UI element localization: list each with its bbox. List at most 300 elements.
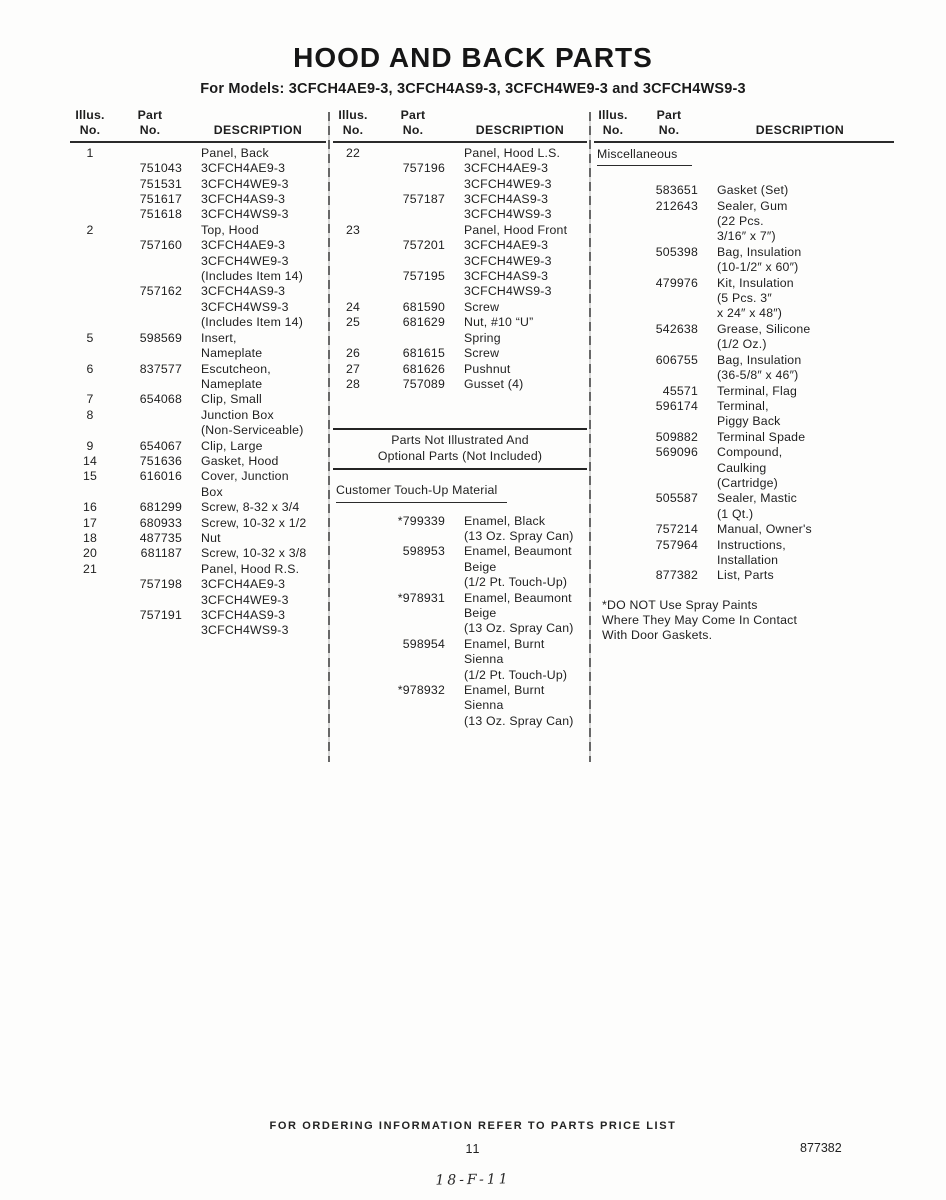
table-row [70,469,326,484]
part-no [116,408,184,423]
table-row [333,177,587,192]
part-no: 487735 [139,530,182,545]
part-description: Nameplate [201,346,263,361]
table-row [70,485,326,500]
illus-no [70,377,110,392]
illus-no: 17 [82,515,98,530]
part-no [638,291,700,306]
table-row [333,714,587,729]
part-description: Escutcheon, [201,361,271,376]
part-description: Gusset (4) [464,376,524,391]
illus-no [594,430,632,445]
table-row [70,546,326,561]
illus-no: 2 [86,222,94,237]
part-no [379,529,447,544]
table-row [70,623,326,638]
part-description: Enamel, Beaumont [464,590,572,605]
part-no [116,223,184,238]
table-row [594,183,894,198]
part-description: (13 Oz. Spray Can) [464,713,574,728]
part-description: (Includes Item 14) [201,315,304,330]
table-row [70,300,326,315]
part-description: x 24″ x 48″) [717,306,783,321]
part-description: Beige [464,559,497,574]
illus-no [70,577,110,592]
part-no [638,476,700,491]
part-no [116,623,184,638]
illus-no [333,514,373,529]
part-description: Piggy Back [717,414,781,429]
part-no: 583651 [655,183,698,198]
part-no: 479976 [655,275,698,290]
part-no [638,368,700,383]
illus-no: 1 [86,145,94,160]
ordering-note: FOR ORDERING INFORMATION REFER TO PARTS PRICE LIST [269,1120,677,1132]
table-row [333,223,587,238]
part-description: 3CFCH4AS9-3 [201,284,286,299]
illus-no: 14 [82,453,98,468]
part-no-header: Part No. [400,108,426,138]
part-no [379,254,447,269]
table-row [594,229,894,244]
part-description: (36-5/8″ x 46″) [717,368,799,383]
part-no: 681299 [139,500,182,515]
part-no: 616016 [139,469,182,484]
table-row [594,399,894,414]
table-row [70,223,326,238]
table-row [70,593,326,608]
part-description: List, Parts [717,568,774,583]
table-row [70,454,326,469]
part-no [638,229,700,244]
parts-column-middle [333,108,587,729]
part-description: Gasket, Hood [201,453,279,468]
table-row [333,544,587,559]
illus-no: 8 [86,407,94,422]
illus-no [594,461,632,476]
description-header: DESCRIPTION [475,123,565,138]
description-header: DESCRIPTION [755,123,845,138]
part-description: (Includes Item 14) [201,269,304,284]
illus-no [594,291,632,306]
illus-no [594,337,632,352]
part-description: (13 Oz. Spray Can) [464,621,574,636]
illus-no [70,238,110,253]
table-row [70,161,326,176]
table-row [594,245,894,260]
part-no: *799339 [397,513,445,528]
part-no: *978932 [397,683,445,697]
illus-no [333,668,373,683]
part-description: (Cartridge) [717,475,778,490]
part-description: (1/2 Pt. Touch-Up) [464,667,568,682]
part-no [116,300,184,315]
part-no: 681615 [402,346,445,361]
part-no [116,423,184,438]
part-no: 837577 [139,361,182,376]
part-description: 3CFCH4AE9-3 [201,161,286,176]
illus-no [594,384,632,399]
table-row [333,621,587,636]
part-no: 606755 [655,352,698,367]
part-description: 3CFCH4WS9-3 [201,207,289,222]
part-no: 681629 [402,315,445,330]
part-no [116,269,184,284]
part-no: 212643 [655,198,698,213]
illus-no: 21 [82,561,98,576]
illus-no: 7 [86,392,94,407]
part-no: 757964 [655,537,698,552]
part-no: 509882 [655,429,698,444]
part-no: *978931 [397,590,445,605]
part-no [379,207,447,222]
part-no [638,461,700,476]
illus-no: 28 [345,376,361,391]
part-description: (1/2 Oz.) [717,337,767,352]
table-row [333,146,587,161]
table-row [70,516,326,531]
illus-no [333,254,373,269]
part-description: Sealer, Gum [717,198,788,213]
part-no: 569096 [655,445,698,460]
illus-no [594,553,632,568]
illus-no: 15 [82,469,98,484]
part-no: 45571 [662,383,698,398]
part-no: 751618 [139,207,182,222]
table-row [70,531,326,546]
table-row [333,637,587,652]
part-no: 757162 [139,284,182,299]
touchup-section-heading: Customer Touch-Up Material [336,483,507,502]
illus-no [594,399,632,414]
part-description: Clip, Small [201,392,262,407]
illus-no: 24 [345,299,361,314]
table-row [70,439,326,454]
illus-no: 16 [82,500,98,515]
part-no: 757214 [655,522,698,537]
part-description: 3CFCH4WS9-3 [201,623,289,638]
part-description: Panel, Hood R.S. [201,561,300,576]
illus-no [333,575,373,590]
part-no: 654068 [139,392,182,407]
illus-no [594,322,632,337]
illus-no [333,177,373,192]
part-no [116,254,184,269]
part-description: Terminal, [717,398,769,413]
illus-no [594,276,632,291]
part-no: 751636 [139,453,182,468]
illus-no [70,423,110,438]
part-no [638,260,700,275]
part-description: Sealer, Mastic [717,491,798,506]
illus-no [333,544,373,559]
part-description: Enamel, Beaumont [464,544,572,559]
part-description: Enamel, Black [464,513,546,528]
illus-no-header: Illus. No. [75,108,105,138]
table-row [333,683,587,698]
part-no: 757089 [402,376,445,391]
table-row [70,269,326,284]
table-row [333,606,587,621]
part-no: 598953 [402,544,445,559]
table-row [594,522,894,537]
illus-no [333,621,373,636]
table-row [594,461,894,476]
table-row [333,560,587,575]
part-description: (5 Pcs. 3″ [717,291,772,306]
illus-no [70,177,110,192]
part-description: (Non-Serviceable) [201,423,304,438]
part-description: Screw, 10-32 x 1/2 [201,515,307,530]
illus-no [333,683,373,698]
part-no [379,177,447,192]
not-illustrated-box [333,428,587,470]
table-row [333,238,587,253]
parts-column-left [70,108,326,639]
not-illustrated-line: Parts Not Illustrated And [391,433,529,448]
part-description: Enamel, Burnt [464,683,545,697]
illus-no [594,491,632,506]
table-row [70,562,326,577]
part-description: Grease, Silicone [717,321,811,336]
part-description: (22 Pcs. [717,214,764,229]
illus-no [333,652,373,667]
part-description: Kit, Insulation [717,275,794,290]
table-row [594,291,894,306]
table-row [70,362,326,377]
table-row [594,214,894,229]
part-no [379,575,447,590]
part-description: Sienna [464,698,504,713]
illus-no [333,560,373,575]
part-description: 3CFCH4AS9-3 [464,269,549,284]
part-no [116,377,184,392]
part-description: Spring [464,330,501,345]
part-no [379,146,447,161]
table-row [594,538,894,553]
illus-no [333,637,373,652]
illus-no: 25 [345,315,361,330]
part-no: 598569 [139,330,182,345]
table-row [594,337,894,352]
illus-no [333,207,373,222]
table-row [333,698,587,713]
part-no [379,652,447,667]
table-row [70,146,326,161]
table-row [333,192,587,207]
part-no: 505587 [655,491,698,506]
part-no [638,553,700,568]
part-no [379,284,447,299]
table-row [333,331,587,346]
table-row [333,161,587,176]
part-description: 3CFCH4WS9-3 [201,299,289,314]
table-row [333,315,587,330]
parts-rows [70,146,326,639]
part-description: 3CFCH4WE9-3 [464,253,552,268]
illus-no [333,192,373,207]
part-description: Screw, 10-32 x 3/8 [201,546,307,561]
illus-no [333,529,373,544]
illus-no-header: Illus. No. [598,108,628,138]
table-row [333,284,587,299]
illus-no [333,714,373,729]
part-description: 3CFCH4WE9-3 [201,592,289,607]
illus-no [594,507,632,522]
part-description: Screw [464,346,500,361]
illus-no [70,593,110,608]
part-no: 751617 [139,192,182,207]
part-no [379,621,447,636]
illus-no [594,445,632,460]
part-no: 757187 [402,192,445,207]
part-description: Sienna [464,652,504,667]
illus-no [70,485,110,500]
illus-no [594,568,632,583]
illus-no [70,623,110,638]
part-description: 3CFCH4WS9-3 [464,207,552,222]
part-no-header: Part No. [656,108,682,138]
table-row [333,362,587,377]
part-no [116,346,184,361]
illus-no [70,346,110,361]
illus-no [594,353,632,368]
part-description: Cover, Junction [201,469,289,484]
part-description: Screw, 8-32 x 3/4 [201,500,300,515]
illus-no: 26 [345,346,361,361]
illus-no [70,284,110,299]
table-row [594,276,894,291]
part-description: Panel, Hood Front [464,222,568,237]
illus-no [594,368,632,383]
part-description: Beige [464,605,497,620]
illus-no [594,199,632,214]
part-no: 542638 [655,321,698,336]
description-header: DESCRIPTION [213,123,303,138]
part-no: 757198 [139,577,182,592]
table-row [333,269,587,284]
footnote-line: Where They May Come In Contact [602,612,798,627]
part-description: (1/2 Pt. Touch-Up) [464,575,568,590]
table-row [594,306,894,321]
column-header [70,108,326,143]
part-description: Insert, [201,330,237,345]
table-row [333,207,587,222]
illus-no: 23 [345,222,361,237]
part-description: Bag, Insulation [717,352,802,367]
table-row [70,238,326,253]
part-description: Top, Hood [201,222,259,237]
models-subtitle: For Models: 3CFCH4AE9-3, 3CFCH4AS9-3, 3CFCH4WE9-3 and 3CFCH4WS9-3 [200,81,746,97]
column-header [333,108,587,143]
part-no: 757160 [139,238,182,253]
spray-paint-footnote [594,598,894,644]
table-row [70,315,326,330]
part-no: 757195 [402,269,445,284]
table-row [594,260,894,275]
part-no [116,146,184,161]
part-no [116,315,184,330]
part-description: Nameplate [201,376,263,391]
part-description: (13 Oz. Spray Can) [464,528,574,543]
part-no [116,593,184,608]
illus-no [70,192,110,207]
doc-number: 877382 [800,1141,842,1155]
table-row [594,430,894,445]
part-no: 681626 [402,361,445,376]
not-illustrated-line: Optional Parts (Not Included) [377,448,543,463]
table-row [70,284,326,299]
part-description: Bag, Insulation [717,244,802,259]
table-row [333,254,587,269]
illus-no: 27 [345,361,361,376]
part-description: 3CFCH4AS9-3 [201,192,286,207]
footnote-line: *DO NOT Use Spray Paints [602,597,758,612]
parts-rows [333,146,587,393]
page-title: HOOD AND BACK PARTS [293,42,653,73]
part-description: Nut [201,530,221,545]
part-no: 751043 [139,161,182,176]
illus-no: 6 [86,361,94,376]
part-description: Terminal, Flag [717,383,798,398]
part-no [638,507,700,522]
part-description: Compound, [717,445,783,460]
illus-no [594,414,632,429]
table-row [594,414,894,429]
illus-no [594,476,632,491]
table-row [70,346,326,361]
illus-no [333,591,373,606]
illus-no [70,300,110,315]
illus-no: 9 [86,438,94,453]
table-row [594,476,894,491]
illus-no [70,207,110,222]
part-no: 681590 [402,299,445,314]
part-description: Terminal Spade [717,429,806,444]
part-no: 751531 [139,176,182,191]
part-no: 757196 [402,161,445,176]
table-row [70,608,326,623]
table-row [594,507,894,522]
table-row [70,331,326,346]
part-description: 3CFCH4AE9-3 [201,577,286,592]
table-row [333,591,587,606]
illus-no [70,315,110,330]
part-description: 3CFCH4WE9-3 [464,176,552,191]
part-description: 3CFCH4WS9-3 [464,284,552,299]
part-no: 596174 [655,398,698,413]
illus-no [333,606,373,621]
table-row [70,408,326,423]
part-description: 3/16″ x 7″) [717,229,776,244]
illus-no-header: Illus. No. [338,108,368,138]
table-row [70,377,326,392]
illus-no [594,229,632,244]
illus-no [70,254,110,269]
illus-no [333,331,373,346]
part-no: 757191 [139,608,182,622]
table-row [333,300,587,315]
illus-no: 5 [86,330,94,345]
footnote-line: With Door Gaskets. [602,628,713,643]
part-description: 3CFCH4AS9-3 [201,608,286,622]
part-no [379,606,447,621]
part-no-header: Part No. [137,108,163,138]
illus-no [594,183,632,198]
part-description: Gasket (Set) [717,183,789,198]
table-row [333,529,587,544]
table-row [70,207,326,222]
